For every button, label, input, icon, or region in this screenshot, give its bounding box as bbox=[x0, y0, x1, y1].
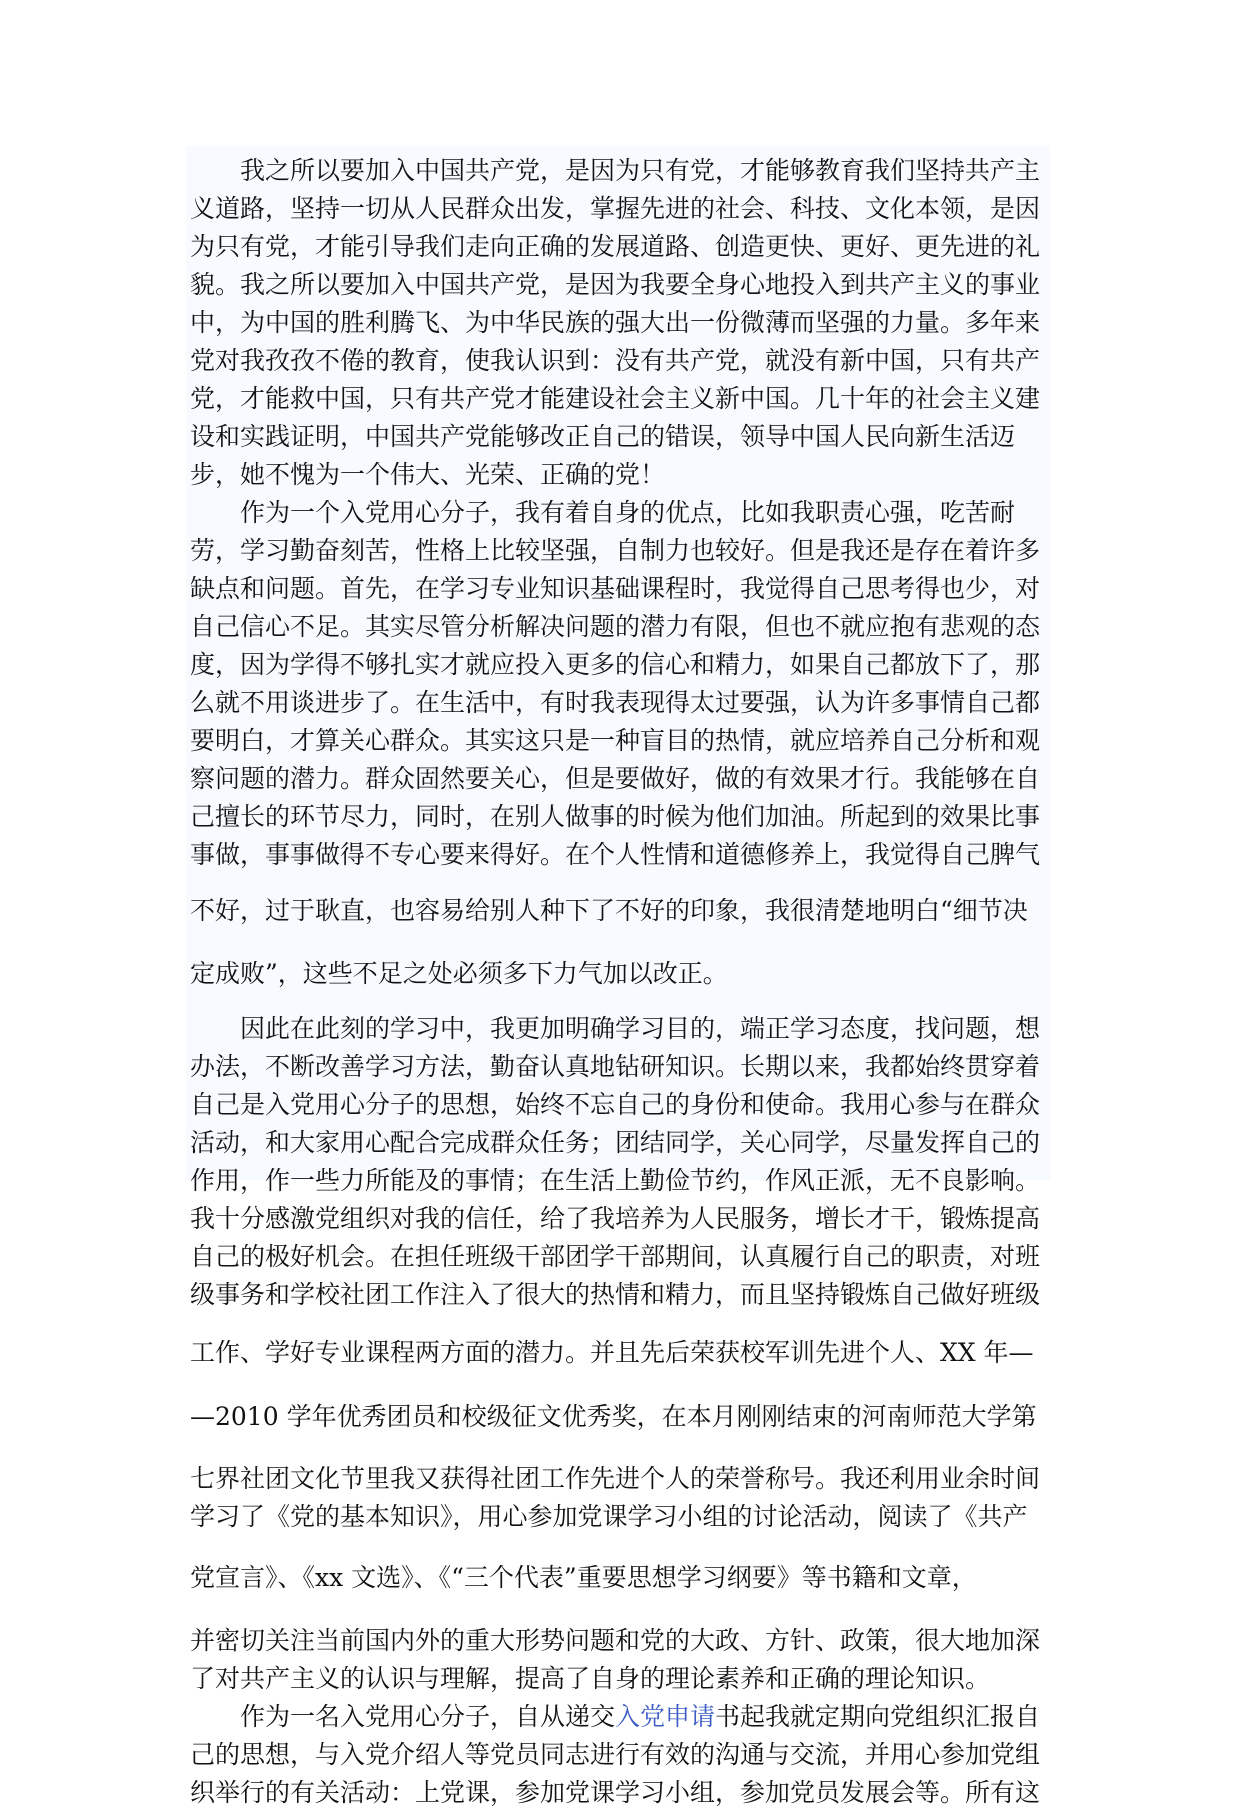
paragraph-line: 事做，事事做得不专心要来得好。在个人性情和道德修养上，我觉得自己脾气 bbox=[190, 840, 1041, 869]
paragraph-line: 党宣言》、《xx 文选》、《“三个代表”重要思想学习纲要》等书籍和文章， bbox=[190, 1563, 977, 1592]
line-text-end: 书起我就定期向党组织汇报自 bbox=[715, 1702, 1041, 1731]
paragraph-line: 自己是入党用心分子的思想，始终不忘自己的身份和使命。我用心参与在群众 bbox=[190, 1090, 1041, 1119]
paragraph-line: 么就不用谈进步了。在生活中，有时我表现得太过要强，认为许多事情自己都 bbox=[190, 688, 1041, 717]
paragraph-line: 我十分感激党组织对我的信任，给了我培养为人民服务，增长才干，锻炼提高 bbox=[190, 1204, 1041, 1233]
line-text-start: 作为一名入党用心分子，自从递交 bbox=[240, 1702, 616, 1731]
paragraph-line: 活动，和大家用心配合完成群众任务；团结同学，关心同学，尽量发挥自己的 bbox=[190, 1128, 1041, 1157]
paragraph-line: 七界社团文化节里我又获得社团工作先进个人的荣誉称号。我还利用业余时间 bbox=[190, 1464, 1041, 1493]
paragraph-line: 作为一个入党用心分子，我有着自身的优点，比如我职责心强，吃苦耐 bbox=[240, 498, 1016, 527]
paragraph-line: 为只有党，才能引导我们走向正确的发展道路、创造更快、更好、更先进的礼 bbox=[190, 232, 1041, 261]
paragraph-line: 劳，学习勤奋刻苦，性格上比较坚强，自制力也较好。但是我还是存在着许多 bbox=[190, 536, 1041, 565]
paragraph-line: 因此在此刻的学习中，我更加明确学习目的，端正学习态度，找问题，想 bbox=[240, 1014, 1041, 1043]
paragraph-line: 要明白，才算关心群众。其实这只是一种盲目的热情，就应培养自己分析和观 bbox=[190, 726, 1041, 755]
paragraph-line: 中，为中国的胜利腾飞、为中华民族的强大出一份微薄而坚强的力量。多年来 bbox=[190, 308, 1041, 337]
paragraph-line: 不好，过于耿直，也容易给别人种下了不好的印象，我很清楚地明白“细节决 bbox=[190, 896, 1028, 925]
paragraph-line: 工作、学好专业课程两方面的潜力。并且先后荣获校军训先进个人、XX 年— bbox=[190, 1338, 1034, 1367]
paragraph-line: 度，因为学得不够扎实才就应投入更多的信心和精力，如果自己都放下了，那 bbox=[190, 650, 1041, 679]
paragraph-line: 察问题的潜力。群众固然要关心，但是要做好，做的有效果才行。我能够在自 bbox=[190, 764, 1041, 793]
party-application-link[interactable]: 入党申请 bbox=[615, 1702, 716, 1731]
paragraph-line-with-link bbox=[190, 1698, 1050, 1736]
paragraph-line: 学习了《党的基本知识》，用心参加党课学习小组的讨论活动，阅读了《共产 bbox=[190, 1502, 1028, 1531]
paragraph-line: 设和实践证明，中国共产党能够改正自己的错误，领导中国人民向新生活迈 bbox=[190, 422, 1016, 451]
paragraph-line: 党，才能救中国，只有共产党才能建设社会主义新中国。几十年的社会主义建 bbox=[190, 384, 1041, 413]
paragraph-line: 了对共产主义的认识与理解，提高了自身的理论素养和正确的理论知识。 bbox=[190, 1664, 991, 1693]
paragraph-line: 织举行的有关活动：上党课，参加党课学习小组，参加党员发展会等。所有这 bbox=[190, 1778, 1041, 1807]
paragraph-line: 办法，不断改善学习方法，勤奋认真地钻研知识。长期以来，我都始终贯穿着 bbox=[190, 1052, 1041, 1081]
paragraph-line: 步，她不愧为一个伟大、光荣、正确的党！ bbox=[190, 460, 666, 489]
paragraph-line: 缺点和问题。首先，在学习专业知识基础课程时，我觉得自己思考得也少，对 bbox=[190, 574, 1041, 603]
paragraph-line: 自己的极好机会。在担任班级干部团学干部期间，认真履行自己的职责，对班 bbox=[190, 1242, 1041, 1271]
paragraph-line: 己擅长的环节尽力，同时，在别人做事的时候为他们加油。所起到的效果比事 bbox=[190, 802, 1041, 831]
paragraph-line: 义道路，坚持一切从人民群众出发，掌握先进的社会、科技、文化本领，是因 bbox=[190, 194, 1041, 223]
paragraph-line: 自己信心不足。其实尽管分析解决问题的潜力有限，但也不就应抱有悲观的态 bbox=[190, 612, 1041, 641]
paragraph-line: 级事务和学校社团工作注入了很大的热情和精力，而且坚持锻炼自己做好班级 bbox=[190, 1280, 1041, 1309]
paragraph-line: —2010 学年优秀团员和校级征文优秀奖，在本月刚刚结束的河南师范大学第 bbox=[190, 1402, 1037, 1431]
paragraph-line: 己的思想，与入党介绍人等党员同志进行有效的沟通与交流，并用心参加党组 bbox=[190, 1740, 1041, 1769]
paragraph-line: 我之所以要加入中国共产党，是因为只有党，才能够教育我们坚持共产主 bbox=[240, 156, 1041, 185]
paragraph-line: 貌。我之所以要加入中国共产党，是因为我要全身心地投入到共产主义的事业 bbox=[190, 270, 1041, 299]
paragraph-line: 党对我孜孜不倦的教育，使我认识到：没有共产党，就没有新中国，只有共产 bbox=[190, 346, 1041, 375]
paragraph-line: 并密切关注当前国内外的重大形势问题和党的大政、方针、政策，很大地加深 bbox=[190, 1626, 1041, 1655]
paragraph-line: 定成败”，这些不足之处必须多下力气加以改正。 bbox=[190, 959, 728, 988]
paragraph-line: 作用，作一些力所能及的事情；在生活上勤俭节约，作风正派，无不良影响。 bbox=[190, 1166, 1041, 1195]
